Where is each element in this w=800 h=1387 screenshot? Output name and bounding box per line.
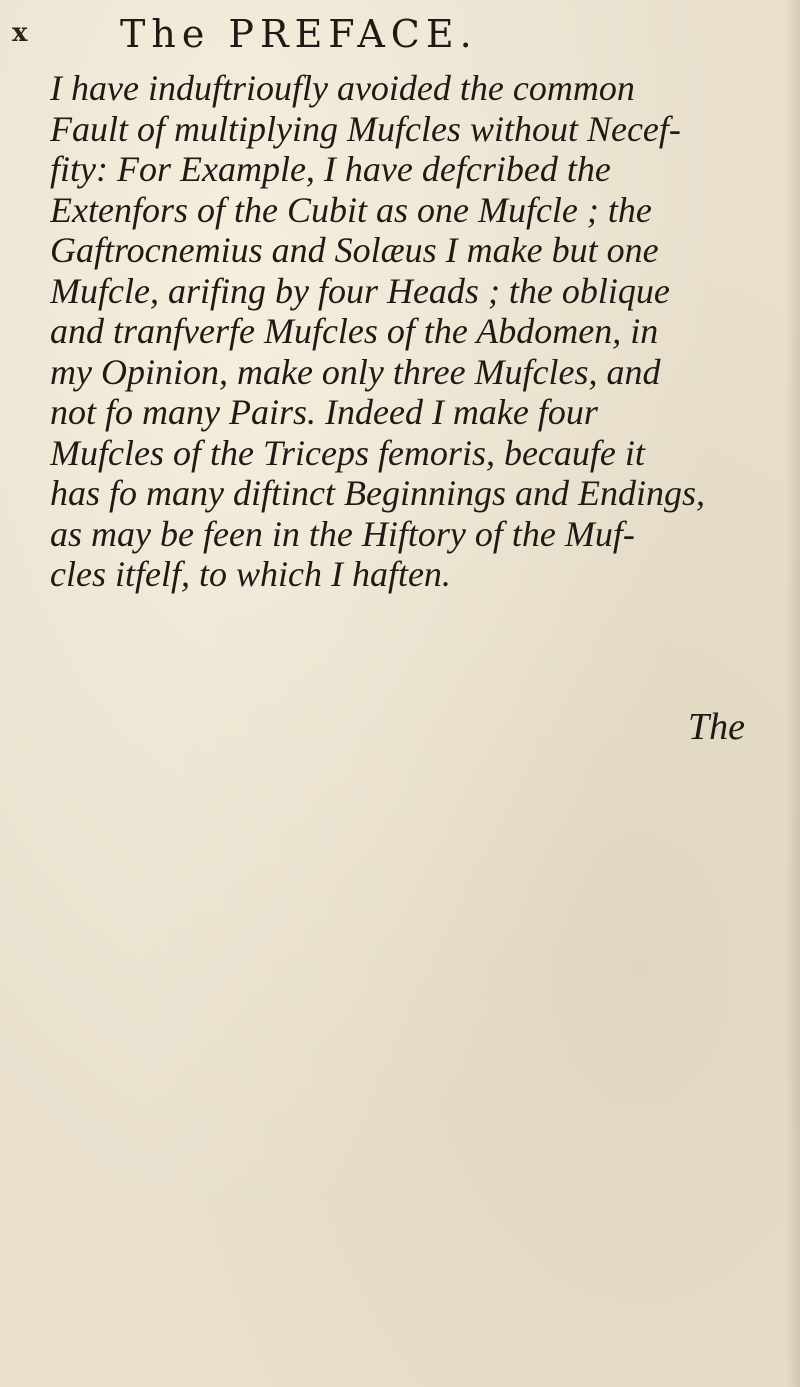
text-line: has fo many diftinct Beginnings and Endings, [50,473,705,513]
text-line: cles itfelf, to which I haften. [50,554,451,594]
running-head: The PREFACE. [120,12,478,56]
text-line: fity: For Example, I have defcribed the [50,149,611,189]
text-line: Gaftrocnemius and Solæus I make but one [50,230,659,270]
text-line: not fo many Pairs. Indeed I make four [50,392,598,432]
text-line: my Opinion, make only three Mufcles, and [50,351,661,392]
page-number: x [12,18,28,48]
text-line: I have induftrioufly avoided the common [50,68,635,108]
text-line: Extenfors of the Cubit as one Mufcle ; the [50,189,652,230]
text-line: as may be feen in the Hiftory of the Muf- [50,513,635,554]
text-line: Mufcle, arifing by four Heads ; the oblique [50,270,670,311]
catchword: The [688,706,745,748]
preface-paragraph [50,68,794,595]
text-line: and tranfverfe Mufcles of the Abdomen, in [50,311,659,351]
text-line: Fault of multiplying Mufcles without Necef- [50,108,681,149]
text-line: Mufcles of the Triceps femoris, becaufe it [50,432,645,473]
